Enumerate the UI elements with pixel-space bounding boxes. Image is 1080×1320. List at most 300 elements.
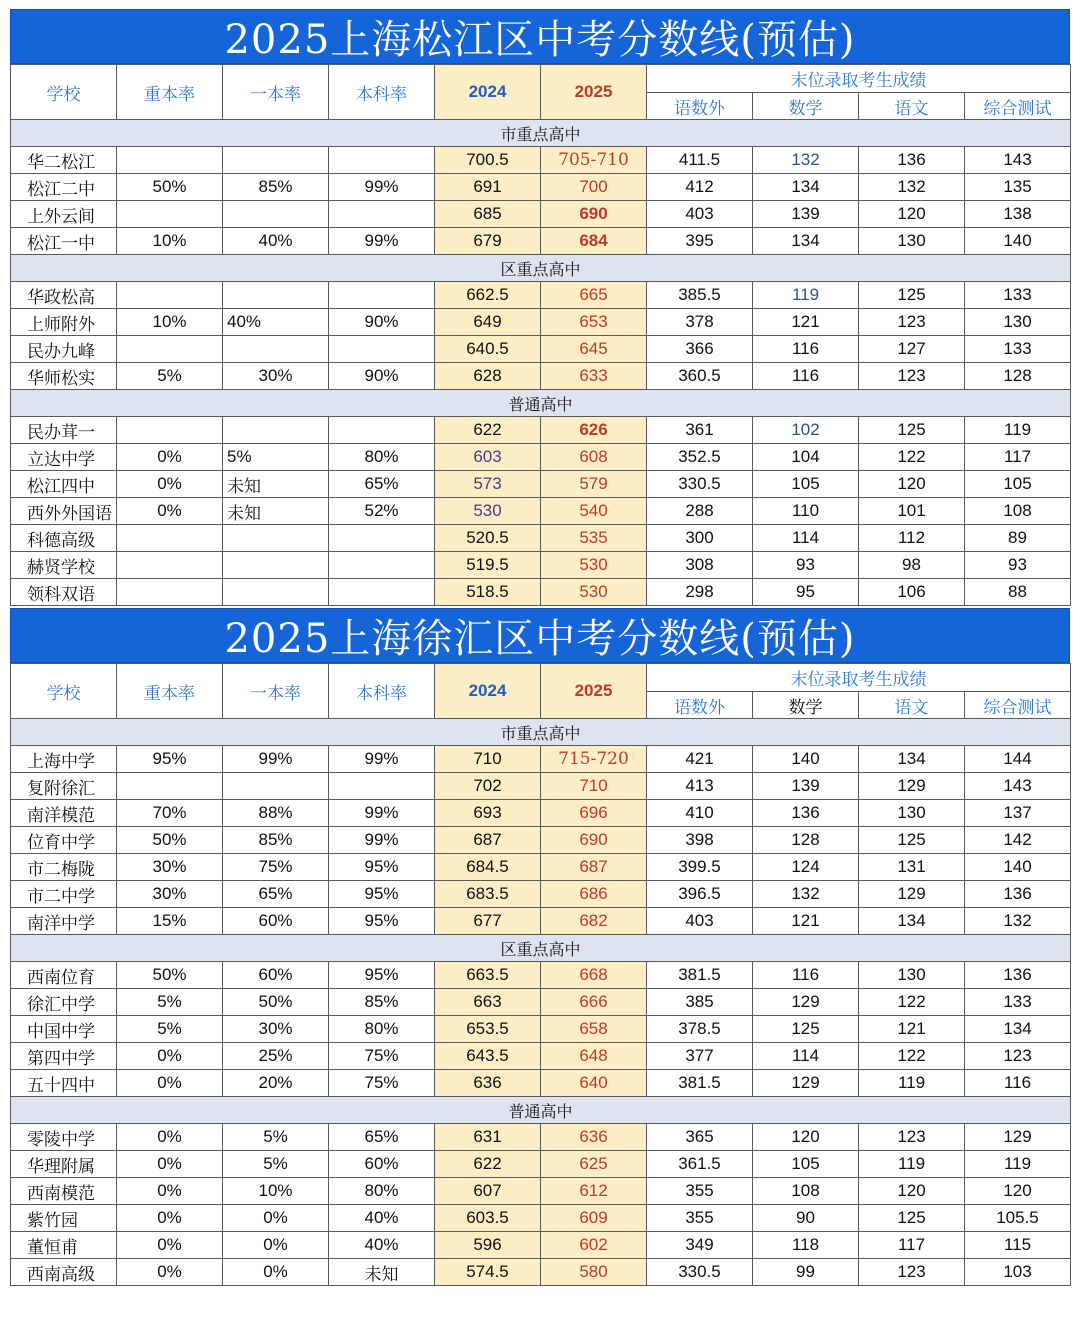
yiben-rate-cell	[223, 525, 329, 552]
zhongben-rate-cell	[117, 579, 223, 606]
table-row	[11, 827, 1071, 854]
school-name-cell: 南洋模范	[11, 800, 117, 827]
comprehensive-cell: 136	[965, 962, 1071, 989]
comprehensive-cell: 129	[965, 1124, 1071, 1151]
yushuwai-cell: 300	[647, 525, 753, 552]
math-cell: 90	[753, 1205, 859, 1232]
benke-rate-cell	[329, 525, 435, 552]
yushuwai-cell: 403	[647, 908, 753, 935]
score-2025-cell: 579	[541, 471, 647, 498]
yiben-rate-cell: 88%	[223, 800, 329, 827]
table-row	[11, 1259, 1071, 1286]
header-benke-rate: 本科率	[329, 664, 435, 719]
yiben-rate-cell: 未知	[223, 498, 329, 525]
comprehensive-cell: 120	[965, 1178, 1071, 1205]
benke-rate-cell: 80%	[329, 1178, 435, 1205]
chinese-cell: 98	[859, 552, 965, 579]
yiben-rate-cell: 65%	[223, 881, 329, 908]
zhongben-rate-cell	[117, 417, 223, 444]
comprehensive-cell: 116	[965, 1070, 1071, 1097]
benke-rate-cell: 95%	[329, 908, 435, 935]
zhongben-rate-cell: 5%	[117, 363, 223, 390]
benke-rate-cell: 99%	[329, 174, 435, 201]
header-benke-rate: 本科率	[329, 65, 435, 120]
table-row	[11, 881, 1071, 908]
table-row	[11, 1070, 1071, 1097]
chinese-cell: 136	[859, 147, 965, 174]
school-name-cell: 赫贤学校	[11, 552, 117, 579]
school-name-cell: 位育中学	[11, 827, 117, 854]
chinese-cell: 122	[859, 1043, 965, 1070]
comprehensive-cell: 119	[965, 417, 1071, 444]
benke-rate-cell: 99%	[329, 746, 435, 773]
benke-rate-cell: 99%	[329, 228, 435, 255]
score-2025-cell: 625	[541, 1151, 647, 1178]
score-table	[10, 64, 1071, 606]
score-2024-cell: 519.5	[435, 552, 541, 579]
chinese-cell: 134	[859, 908, 965, 935]
benke-rate-cell	[329, 147, 435, 174]
comprehensive-cell: 105	[965, 471, 1071, 498]
school-name-cell: 华二松江	[11, 147, 117, 174]
table-title: 2025上海徐汇区中考分数线(预估)	[10, 608, 1070, 663]
zhongben-rate-cell: 5%	[117, 1016, 223, 1043]
section-header: 普通高中	[11, 1097, 1071, 1124]
math-cell: 132	[753, 147, 859, 174]
header-year-2024: 2024	[435, 65, 541, 120]
score-2025-cell: 684	[541, 228, 647, 255]
score-2024-cell: 663	[435, 989, 541, 1016]
score-2024-cell: 603.5	[435, 1205, 541, 1232]
score-2024-cell: 653.5	[435, 1016, 541, 1043]
comprehensive-cell: 108	[965, 498, 1071, 525]
comprehensive-cell: 89	[965, 525, 1071, 552]
score-2025-cell: 633	[541, 363, 647, 390]
zhongben-rate-cell	[117, 552, 223, 579]
score-2024-cell: 684.5	[435, 854, 541, 881]
yiben-rate-cell: 85%	[223, 827, 329, 854]
score-2025-cell: 580	[541, 1259, 647, 1286]
school-name-cell: 第四中学	[11, 1043, 117, 1070]
yushuwai-cell: 288	[647, 498, 753, 525]
chinese-cell: 130	[859, 800, 965, 827]
table-row	[11, 746, 1071, 773]
score-2024-cell: 573	[435, 471, 541, 498]
math-cell: 140	[753, 746, 859, 773]
benke-rate-cell	[329, 773, 435, 800]
score-2025-cell: 696	[541, 800, 647, 827]
score-2024-cell: 622	[435, 1151, 541, 1178]
header-yiben-rate: 一本率	[223, 65, 329, 120]
chinese-cell: 112	[859, 525, 965, 552]
zhongben-rate-cell: 95%	[117, 746, 223, 773]
math-cell: 139	[753, 773, 859, 800]
zhongben-rate-cell: 50%	[117, 174, 223, 201]
chinese-cell: 132	[859, 174, 965, 201]
math-cell: 121	[753, 309, 859, 336]
math-cell: 114	[753, 525, 859, 552]
yiben-rate-cell	[223, 336, 329, 363]
school-name-cell: 民办九峰	[11, 336, 117, 363]
comprehensive-cell: 133	[965, 989, 1071, 1016]
zhongben-rate-cell: 0%	[117, 471, 223, 498]
school-name-cell: 五十四中	[11, 1070, 117, 1097]
math-cell: 136	[753, 800, 859, 827]
comprehensive-cell: 119	[965, 1151, 1071, 1178]
yiben-rate-cell: 30%	[223, 363, 329, 390]
yushuwai-cell: 365	[647, 1124, 753, 1151]
chinese-cell: 119	[859, 1070, 965, 1097]
zhongben-rate-cell: 0%	[117, 1205, 223, 1232]
comprehensive-cell: 117	[965, 444, 1071, 471]
yushuwai-cell: 366	[647, 336, 753, 363]
yushuwai-cell: 411.5	[647, 147, 753, 174]
comprehensive-cell: 144	[965, 746, 1071, 773]
table-row	[11, 417, 1071, 444]
table-row	[11, 1124, 1071, 1151]
benke-rate-cell: 未知	[329, 1259, 435, 1286]
comprehensive-cell: 143	[965, 773, 1071, 800]
table-row	[11, 174, 1071, 201]
header-last-admitted-scores: 末位录取考生成绩	[647, 664, 1071, 692]
section-header: 区重点高中	[11, 255, 1071, 282]
school-name-cell: 上师附外	[11, 309, 117, 336]
zhongben-rate-cell: 0%	[117, 498, 223, 525]
yushuwai-cell: 355	[647, 1178, 753, 1205]
score-2025-cell: 645	[541, 336, 647, 363]
table-row	[11, 1178, 1071, 1205]
yiben-rate-cell	[223, 201, 329, 228]
benke-rate-cell: 65%	[329, 471, 435, 498]
table-row	[11, 309, 1071, 336]
score-2025-cell: 535	[541, 525, 647, 552]
score-2025-cell: 530	[541, 579, 647, 606]
table-row	[11, 228, 1071, 255]
benke-rate-cell: 80%	[329, 444, 435, 471]
school-name-cell: 华政松高	[11, 282, 117, 309]
math-cell: 129	[753, 989, 859, 1016]
yiben-rate-cell	[223, 282, 329, 309]
yiben-rate-cell: 40%	[223, 309, 329, 336]
chinese-cell: 119	[859, 1151, 965, 1178]
chinese-cell: 117	[859, 1232, 965, 1259]
header-math: 数学	[753, 93, 859, 120]
chinese-cell: 130	[859, 228, 965, 255]
benke-rate-cell: 95%	[329, 881, 435, 908]
benke-rate-cell	[329, 579, 435, 606]
comprehensive-cell: 103	[965, 1259, 1071, 1286]
yushuwai-cell: 352.5	[647, 444, 753, 471]
math-cell: 120	[753, 1124, 859, 1151]
header-yiben-rate: 一本率	[223, 664, 329, 719]
chinese-cell: 122	[859, 444, 965, 471]
table-row	[11, 962, 1071, 989]
header-school: 学校	[11, 664, 117, 719]
benke-rate-cell: 99%	[329, 827, 435, 854]
score-2025-cell: 636	[541, 1124, 647, 1151]
table-row	[11, 336, 1071, 363]
chinese-cell: 121	[859, 1016, 965, 1043]
benke-rate-cell	[329, 417, 435, 444]
zhongben-rate-cell	[117, 773, 223, 800]
score-2024-cell: 596	[435, 1232, 541, 1259]
school-name-cell: 立达中学	[11, 444, 117, 471]
zhongben-rate-cell: 0%	[117, 1070, 223, 1097]
table-row	[11, 1016, 1071, 1043]
chinese-cell: 125	[859, 1205, 965, 1232]
school-name-cell: 市二中学	[11, 881, 117, 908]
table-row	[11, 282, 1071, 309]
yushuwai-cell: 349	[647, 1232, 753, 1259]
score-table	[10, 663, 1071, 1286]
table-row	[11, 1151, 1071, 1178]
math-cell: 105	[753, 1151, 859, 1178]
zhongben-rate-cell: 0%	[117, 1232, 223, 1259]
benke-rate-cell: 90%	[329, 363, 435, 390]
math-cell: 128	[753, 827, 859, 854]
benke-rate-cell: 95%	[329, 962, 435, 989]
school-name-cell: 上外云间	[11, 201, 117, 228]
school-name-cell: 西外外国语	[11, 498, 117, 525]
benke-rate-cell	[329, 201, 435, 228]
school-name-cell: 民办茸一	[11, 417, 117, 444]
comprehensive-cell: 93	[965, 552, 1071, 579]
score-2025-cell: 666	[541, 989, 647, 1016]
yushuwai-cell: 361.5	[647, 1151, 753, 1178]
comprehensive-cell: 130	[965, 309, 1071, 336]
score-2024-cell: 702	[435, 773, 541, 800]
school-name-cell: 华师松实	[11, 363, 117, 390]
score-2025-cell: 686	[541, 881, 647, 908]
score-2025-cell: 687	[541, 854, 647, 881]
score-2024-cell: 631	[435, 1124, 541, 1151]
yushuwai-cell: 298	[647, 579, 753, 606]
math-cell: 118	[753, 1232, 859, 1259]
section-header: 市重点高中	[11, 719, 1071, 746]
school-name-cell: 复附徐汇	[11, 773, 117, 800]
score-2025-cell: 626	[541, 417, 647, 444]
score-2025-cell: 609	[541, 1205, 647, 1232]
yushuwai-cell: 378.5	[647, 1016, 753, 1043]
score-2025-cell: 690	[541, 827, 647, 854]
score-2025-cell: 665	[541, 282, 647, 309]
score-2024-cell: 640.5	[435, 336, 541, 363]
score-2024-cell: 520.5	[435, 525, 541, 552]
header-last-admitted-scores: 末位录取考生成绩	[647, 65, 1071, 93]
table-row	[11, 525, 1071, 552]
math-cell: 134	[753, 174, 859, 201]
comprehensive-cell: 138	[965, 201, 1071, 228]
school-name-cell: 领科双语	[11, 579, 117, 606]
table-row	[11, 147, 1071, 174]
math-cell: 121	[753, 908, 859, 935]
math-cell: 104	[753, 444, 859, 471]
score-2025-cell: 668	[541, 962, 647, 989]
zhongben-rate-cell: 15%	[117, 908, 223, 935]
header-year-2025: 2025	[541, 664, 647, 719]
school-name-cell: 紫竹园	[11, 1205, 117, 1232]
school-name-cell: 上海中学	[11, 746, 117, 773]
math-cell: 116	[753, 962, 859, 989]
table-row	[11, 471, 1071, 498]
math-cell: 119	[753, 282, 859, 309]
chinese-cell: 129	[859, 881, 965, 908]
table-row	[11, 1205, 1071, 1232]
math-cell: 124	[753, 854, 859, 881]
score-2024-cell: 530	[435, 498, 541, 525]
math-cell: 105	[753, 471, 859, 498]
zhongben-rate-cell: 0%	[117, 1151, 223, 1178]
math-cell: 132	[753, 881, 859, 908]
yushuwai-cell: 412	[647, 174, 753, 201]
yushuwai-cell: 308	[647, 552, 753, 579]
yushuwai-cell: 378	[647, 309, 753, 336]
chinese-cell: 120	[859, 471, 965, 498]
score-2025-cell: 602	[541, 1232, 647, 1259]
yiben-rate-cell: 未知	[223, 471, 329, 498]
yushuwai-cell: 330.5	[647, 471, 753, 498]
score-2025-cell: 690	[541, 201, 647, 228]
table-row	[11, 579, 1071, 606]
school-name-cell: 市二梅陇	[11, 854, 117, 881]
benke-rate-cell: 90%	[329, 309, 435, 336]
header-yushuwai: 语数外	[647, 692, 753, 719]
zhongben-rate-cell: 10%	[117, 309, 223, 336]
math-cell: 108	[753, 1178, 859, 1205]
score-2025-cell: 710	[541, 773, 647, 800]
math-cell: 125	[753, 1016, 859, 1043]
score-2024-cell: 622	[435, 417, 541, 444]
school-name-cell: 零陵中学	[11, 1124, 117, 1151]
chinese-cell: 131	[859, 854, 965, 881]
table-row	[11, 1232, 1071, 1259]
math-cell: 116	[753, 336, 859, 363]
yushuwai-cell: 361	[647, 417, 753, 444]
chinese-cell: 125	[859, 827, 965, 854]
comprehensive-cell: 133	[965, 282, 1071, 309]
math-cell: 114	[753, 1043, 859, 1070]
score-2024-cell: 636	[435, 1070, 541, 1097]
comprehensive-cell: 142	[965, 827, 1071, 854]
benke-rate-cell	[329, 336, 435, 363]
yiben-rate-cell: 75%	[223, 854, 329, 881]
yiben-rate-cell: 85%	[223, 174, 329, 201]
table-row	[11, 444, 1071, 471]
table-row	[11, 800, 1071, 827]
table-row	[11, 1043, 1071, 1070]
score-2024-cell: 574.5	[435, 1259, 541, 1286]
school-name-cell: 南洋中学	[11, 908, 117, 935]
yiben-rate-cell: 40%	[223, 228, 329, 255]
score-2024-cell: 677	[435, 908, 541, 935]
table-row	[11, 773, 1071, 800]
header-chinese: 语文	[859, 692, 965, 719]
benke-rate-cell: 95%	[329, 854, 435, 881]
table-row	[11, 363, 1071, 390]
yushuwai-cell: 395	[647, 228, 753, 255]
table-row	[11, 201, 1071, 228]
yiben-rate-cell: 20%	[223, 1070, 329, 1097]
score-2025-cell: 640	[541, 1070, 647, 1097]
score-2024-cell: 603	[435, 444, 541, 471]
yiben-rate-cell	[223, 552, 329, 579]
yiben-rate-cell	[223, 579, 329, 606]
benke-rate-cell	[329, 552, 435, 579]
score-2024-cell: 685	[435, 201, 541, 228]
comprehensive-cell: 136	[965, 881, 1071, 908]
score-2025-cell: 658	[541, 1016, 647, 1043]
score-2024-cell: 663.5	[435, 962, 541, 989]
zhongben-rate-cell: 0%	[117, 444, 223, 471]
table-row	[11, 552, 1071, 579]
school-name-cell: 董恒甫	[11, 1232, 117, 1259]
section-header: 区重点高中	[11, 935, 1071, 962]
chinese-cell: 123	[859, 1259, 965, 1286]
zhongben-rate-cell: 5%	[117, 989, 223, 1016]
score-2024-cell: 691	[435, 174, 541, 201]
school-name-cell: 西南位育	[11, 962, 117, 989]
yushuwai-cell: 385.5	[647, 282, 753, 309]
chinese-cell: 123	[859, 363, 965, 390]
school-name-cell: 中国中学	[11, 1016, 117, 1043]
benke-rate-cell: 85%	[329, 989, 435, 1016]
zhongben-rate-cell: 50%	[117, 827, 223, 854]
zhongben-rate-cell	[117, 147, 223, 174]
score-2025-cell: 682	[541, 908, 647, 935]
header-comprehensive: 综合测试	[965, 692, 1071, 719]
zhongben-rate-cell: 70%	[117, 800, 223, 827]
yiben-rate-cell: 60%	[223, 908, 329, 935]
comprehensive-cell: 128	[965, 363, 1071, 390]
school-name-cell: 松江一中	[11, 228, 117, 255]
yiben-rate-cell: 25%	[223, 1043, 329, 1070]
zhongben-rate-cell	[117, 525, 223, 552]
benke-rate-cell: 52%	[329, 498, 435, 525]
score-2025-cell: 715-720	[541, 746, 647, 773]
benke-rate-cell: 65%	[329, 1124, 435, 1151]
section-header: 普通高中	[11, 390, 1071, 417]
chinese-cell: 125	[859, 417, 965, 444]
benke-rate-cell: 99%	[329, 800, 435, 827]
zhongben-rate-cell: 0%	[117, 1124, 223, 1151]
math-cell: 110	[753, 498, 859, 525]
math-cell: 99	[753, 1259, 859, 1286]
table-row	[11, 989, 1071, 1016]
yiben-rate-cell: 99%	[223, 746, 329, 773]
zhongben-rate-cell: 0%	[117, 1178, 223, 1205]
yushuwai-cell: 385	[647, 989, 753, 1016]
benke-rate-cell: 40%	[329, 1205, 435, 1232]
zhongben-rate-cell: 0%	[117, 1259, 223, 1286]
chinese-cell: 106	[859, 579, 965, 606]
header-year-2025: 2025	[541, 65, 647, 120]
score-2024-cell: 710	[435, 746, 541, 773]
score-2024-cell: 662.5	[435, 282, 541, 309]
yushuwai-cell: 330.5	[647, 1259, 753, 1286]
yiben-rate-cell: 0%	[223, 1259, 329, 1286]
yiben-rate-cell: 5%	[223, 1124, 329, 1151]
comprehensive-cell: 133	[965, 336, 1071, 363]
chinese-cell: 123	[859, 1124, 965, 1151]
school-name-cell: 徐汇中学	[11, 989, 117, 1016]
score-2024-cell: 649	[435, 309, 541, 336]
comprehensive-cell: 88	[965, 579, 1071, 606]
zhongben-rate-cell	[117, 282, 223, 309]
zhongben-rate-cell: 30%	[117, 881, 223, 908]
yiben-rate-cell: 0%	[223, 1232, 329, 1259]
table-title: 2025上海松江区中考分数线(预估)	[10, 9, 1070, 64]
school-name-cell: 西南高级	[11, 1259, 117, 1286]
